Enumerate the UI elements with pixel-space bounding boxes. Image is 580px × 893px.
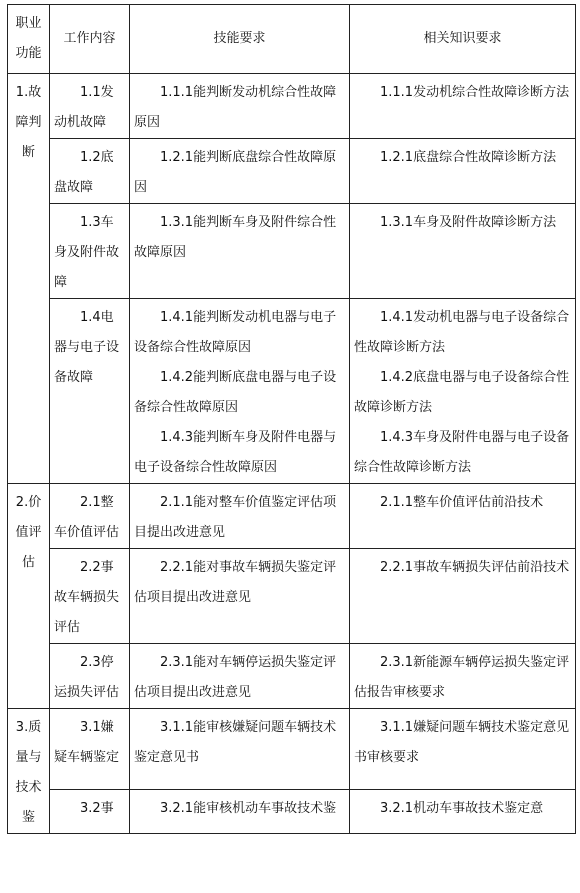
skill-item: 2.2.1能对事故车辆损失鉴定评估项目提出改进意见 <box>134 560 337 605</box>
work-content-text: 2.2事故车辆损失评估 <box>54 560 120 635</box>
skill-item: 3.1.1能审核嫌疑问题车辆技术鉴定意见书 <box>134 720 337 765</box>
function-cell: 3.质量与技术鉴 <box>8 709 50 834</box>
header-work: 工作内容 <box>50 5 130 74</box>
skill-cell <box>130 299 350 484</box>
table-row <box>8 204 576 299</box>
knowledge-item: 1.4.2底盘电器与电子设备综合性故障诊断方法 <box>354 370 570 415</box>
knowledge-cell <box>350 644 576 709</box>
knowledge-item: 1.4.1发动机电器与电子设备综合性故障诊断方法 <box>354 310 570 355</box>
work-content-cell <box>50 74 130 139</box>
skill-cell <box>130 709 350 790</box>
knowledge-cell <box>350 549 576 644</box>
skill-cell <box>130 790 350 834</box>
skill-cell <box>130 644 350 709</box>
skill-cell <box>130 139 350 204</box>
skill-item: 1.4.3能判断车身及附件电器与电子设备综合性故障原因 <box>134 430 337 475</box>
skill-cell <box>130 204 350 299</box>
table-row <box>8 790 576 834</box>
table-header-row <box>8 5 576 74</box>
header-function: 职业功能 <box>8 5 50 74</box>
table-row <box>8 484 576 549</box>
skill-cell <box>130 484 350 549</box>
table-body <box>8 74 576 834</box>
work-content-cell <box>50 299 130 484</box>
knowledge-item: 1.3.1车身及附件故障诊断方法 <box>380 215 557 230</box>
knowledge-cell <box>350 139 576 204</box>
skill-cell <box>130 74 350 139</box>
work-content-cell <box>50 139 130 204</box>
work-content-text: 2.3停运损失评估 <box>54 655 120 700</box>
knowledge-cell <box>350 484 576 549</box>
table-row <box>8 299 576 484</box>
work-content-cell <box>50 644 130 709</box>
skill-cell <box>130 549 350 644</box>
knowledge-item: 1.2.1底盘综合性故障诊断方法 <box>380 150 557 165</box>
skill-item: 1.4.2能判断底盘电器与电子设备综合性故障原因 <box>134 370 337 415</box>
knowledge-item: 1.1.1发动机综合性故障诊断方法 <box>380 85 570 100</box>
knowledge-item: 1.4.3车身及附件电器与电子设备综合性故障诊断方法 <box>354 430 570 475</box>
header-knowledge: 相关知识要求 <box>350 5 576 74</box>
work-content-text: 3.1嫌疑车辆鉴定 <box>54 720 120 765</box>
table-row <box>8 139 576 204</box>
work-content-cell <box>50 204 130 299</box>
knowledge-cell <box>350 299 576 484</box>
table-row <box>8 644 576 709</box>
function-cell: 2.价值评估 <box>8 484 50 709</box>
skill-item: 2.3.1能对车辆停运损失鉴定评估项目提出改进意见 <box>134 655 337 700</box>
knowledge-cell <box>350 709 576 790</box>
skill-item: 3.2.1能审核机动车事故技术鉴 <box>160 801 337 817</box>
work-content-text: 1.3车身及附件故障 <box>54 215 120 290</box>
skill-item: 1.3.1能判断车身及附件综合性故障原因 <box>134 215 337 260</box>
function-cell: 1.故障判断 <box>8 74 50 484</box>
work-content-text: 1.2底盘故障 <box>54 150 114 195</box>
work-content-cell <box>50 549 130 644</box>
table-row <box>8 709 576 790</box>
work-content-cell <box>50 709 130 790</box>
work-content-text: 3.2事 <box>80 801 114 817</box>
table-row <box>8 549 576 644</box>
header-skill: 技能要求 <box>130 5 350 74</box>
skill-item: 2.1.1能对整车价值鉴定评估项目提出改进意见 <box>134 495 337 540</box>
work-content-text: 1.1发动机故障 <box>54 85 114 130</box>
skill-item: 1.1.1能判断发动机综合性故障原因 <box>134 85 337 130</box>
knowledge-item: 3.1.1嫌疑问题车辆技术鉴定意见书审核要求 <box>354 720 570 765</box>
work-content-cell <box>50 484 130 549</box>
skill-requirements-table <box>7 4 576 834</box>
knowledge-cell <box>350 74 576 139</box>
knowledge-item: 3.2.1机动车事故技术鉴定意 <box>380 801 544 817</box>
work-content-cell <box>50 790 130 834</box>
knowledge-item: 2.2.1事故车辆损失评估前沿技术 <box>380 560 570 575</box>
knowledge-cell <box>350 790 576 834</box>
work-content-text: 2.1整车价值评估 <box>54 495 120 540</box>
knowledge-cell <box>350 204 576 299</box>
table-row <box>8 74 576 139</box>
skill-item: 1.2.1能判断底盘综合性故障原因 <box>134 150 337 195</box>
knowledge-item: 2.1.1整车价值评估前沿技术 <box>380 495 544 510</box>
knowledge-item: 2.3.1新能源车辆停运损失鉴定评估报告审核要求 <box>354 655 570 700</box>
skill-item: 1.4.1能判断发动机电器与电子设备综合性故障原因 <box>134 310 337 355</box>
work-content-text: 1.4电器与电子设备故障 <box>54 310 120 385</box>
